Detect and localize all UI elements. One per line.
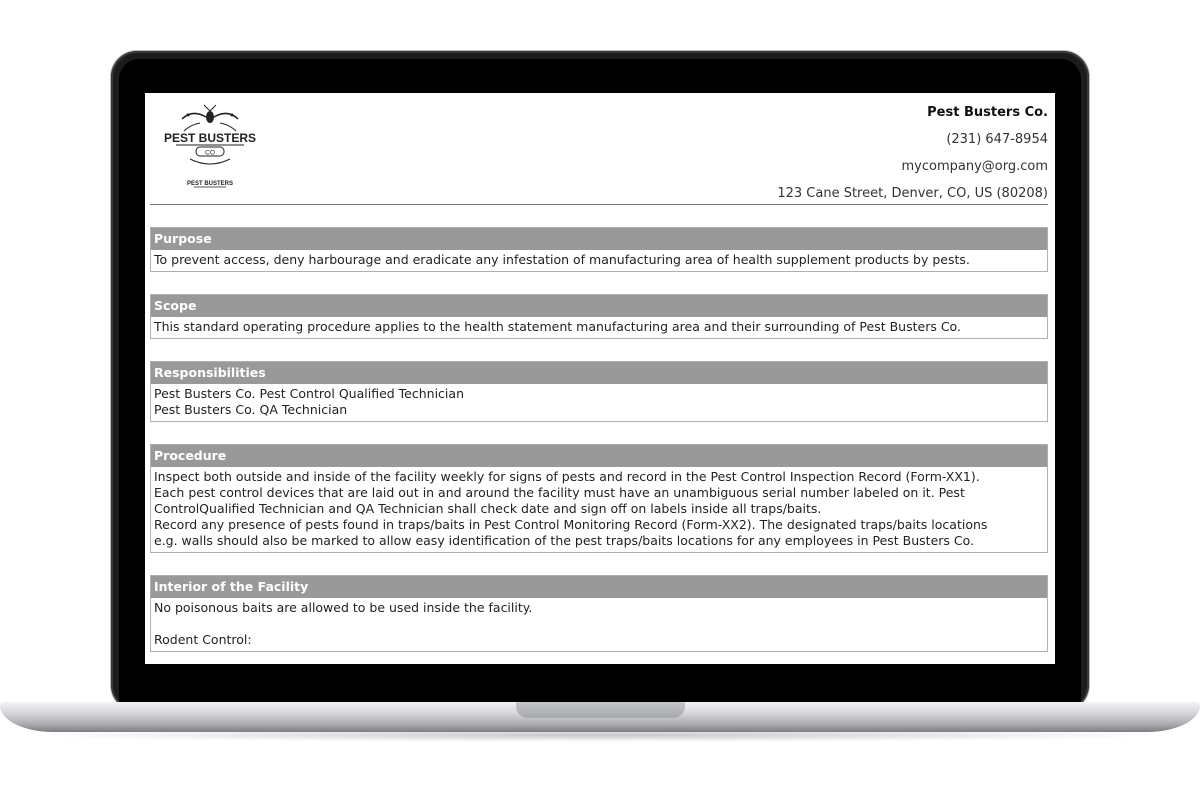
- company-email: mycompany@org.com: [901, 159, 1048, 174]
- section-scope: [150, 294, 1048, 339]
- logo-main-text: PEST BUSTERS: [163, 131, 257, 145]
- body-line: ControlQualified Technician and QA Technician shall check date and sign off on labels inside all traps/baits.: [154, 501, 822, 516]
- company-address: 123 Cane Street, Denver, CO, US (80208): [777, 186, 1048, 201]
- pest-busters-logo: [163, 103, 257, 193]
- company-name: Pest Busters Co.: [927, 105, 1048, 120]
- body-line: To prevent access, deny harbourage and eradicate any infestation of manufacturing area of health supplement products by pests.: [154, 252, 970, 267]
- section-body: [151, 317, 1047, 338]
- section-title: Procedure: [151, 445, 1047, 467]
- body-line: This standard operating procedure applies to the health statement manufacturing area and their surrounding of Pest Busters Co.: [154, 319, 961, 334]
- section-procedure: [150, 444, 1048, 553]
- line-spacer: [154, 616, 1044, 632]
- logo-sub-text: CO: [205, 149, 215, 157]
- laptop-opening-notch: [516, 702, 685, 718]
- section-interior: [150, 575, 1048, 652]
- section-title: Scope: [151, 295, 1047, 317]
- document-header: [150, 93, 1048, 205]
- section-responsibilities: [150, 361, 1048, 422]
- document-screen[interactable]: [145, 93, 1055, 664]
- body-line: Pest Busters Co. QA Technician: [154, 402, 348, 417]
- section-body: [151, 467, 1047, 552]
- company-phone: (231) 647-8954: [946, 132, 1048, 147]
- section-purpose: [150, 227, 1048, 272]
- body-line: No poisonous baits are allowed to be used inside the facility.: [154, 600, 533, 615]
- section-body: [151, 250, 1047, 271]
- logo-small-text: PEST BUSTERS: [186, 181, 234, 187]
- section-title: Interior of the Facility: [151, 576, 1047, 598]
- body-line: Each pest control devices that are laid out in and around the facility must have an unambiguous serial number labeled on it. Pest: [154, 485, 965, 500]
- body-line: Pest Busters Co. Pest Control Qualified Technician: [154, 386, 464, 401]
- body-line: Record any presence of pests found in traps/baits in Pest Control Monitoring Record (Form-XX2). The designated traps/baits locations: [154, 517, 988, 532]
- body-line: Rodent Control:: [154, 632, 252, 647]
- section-title: Purpose: [151, 228, 1047, 250]
- company-info: [777, 99, 1048, 207]
- sop-document: [150, 93, 1048, 652]
- section-body: [151, 384, 1047, 421]
- section-title: Responsibilities: [151, 362, 1047, 384]
- section-body: [151, 598, 1047, 651]
- body-line: e.g. walls should also be marked to allow easy identification of the pest traps/baits locations for any employees in Pest Busters Co.: [154, 533, 975, 548]
- body-line: Inspect both outside and inside of the facility weekly for signs of pests and record in the Pest Control Inspection Record (Form-XX1).: [154, 469, 980, 484]
